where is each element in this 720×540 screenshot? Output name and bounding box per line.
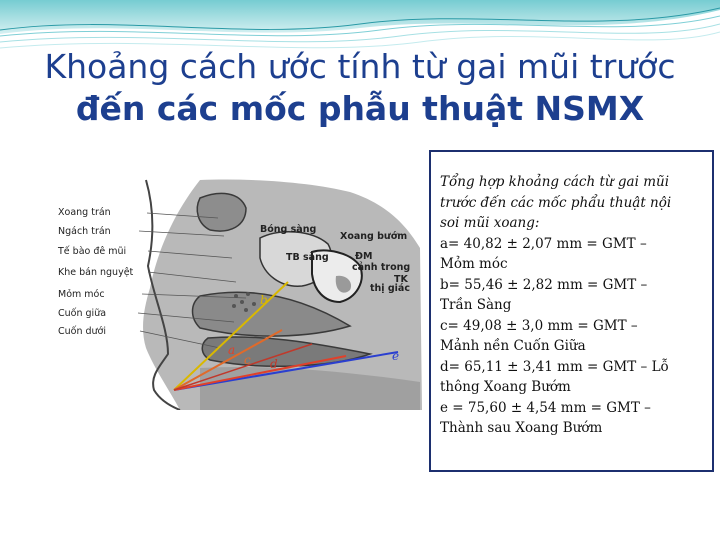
label-canh-trong: cảnh trong [352, 262, 411, 273]
label-xoang-buom: Xoang bướm [340, 231, 408, 242]
label-dm: ĐM [355, 251, 373, 262]
summary-line: Thành sau Xoang Bướm [440, 420, 603, 436]
title-line-1: Khoảng cách ước tính từ gai mũi trước [44, 47, 676, 86]
label-thi-giac: thị giác [370, 283, 410, 294]
summary-line: Mảnh nền Cuốn Giữa [440, 338, 586, 354]
summary-line: Trần Sàng [440, 297, 512, 313]
letter-e: e [392, 349, 400, 363]
label-cuon-giua: Cuốn giữa [58, 308, 107, 319]
label-khe-ban-nguyet: Khe bán nguyệt [58, 267, 134, 278]
summary-line: thông Xoang Bướm [440, 379, 571, 395]
label-ngach-tran: Ngách trán [58, 226, 111, 237]
label-mom-moc: Mỏm móc [58, 289, 105, 300]
page-title [0, 46, 720, 130]
nasal-anatomy-diagram [50, 178, 430, 410]
letter-a: a [228, 343, 236, 357]
summary-line: b= 55,46 ± 2,82 mm = GMT – [440, 276, 648, 293]
summary-line: trước đến các mốc phẩu thuật nội [440, 194, 672, 211]
label-te-bao-de-mui: Tế bào đê mũi [58, 246, 127, 257]
summary-line: Mỏm móc [440, 256, 508, 272]
title-line-2: đến các mốc phẫu thuật NSMX [75, 89, 645, 128]
label-bong-sang: Bóng sàng [260, 224, 317, 235]
summary-line: Tổng hợp khoảng cách từ gai mũi [440, 174, 670, 190]
summary-line: c= 49,08 ± 3,0 mm = GMT – [440, 317, 638, 334]
summary-line: a= 40,82 ± 2,07 mm = GMT – [440, 235, 647, 252]
distance-summary-box [429, 150, 714, 472]
summary-line: d= 65,11 ± 3,41 mm = GMT – Lỗ [440, 358, 669, 375]
letter-c: c [244, 353, 251, 367]
letter-d: d [270, 357, 278, 371]
label-xoang-tran: Xoang trán [58, 207, 111, 218]
summary-line: soi mũi xoang: [440, 215, 540, 231]
summary-line: e = 75,60 ± 4,54 mm = GMT – [440, 399, 651, 416]
label-cuon-duoi: Cuốn dưới [58, 326, 107, 337]
letter-b: b [260, 293, 268, 307]
label-tb-sang: TB sàng [286, 252, 329, 263]
label-tk: TK [394, 274, 408, 285]
